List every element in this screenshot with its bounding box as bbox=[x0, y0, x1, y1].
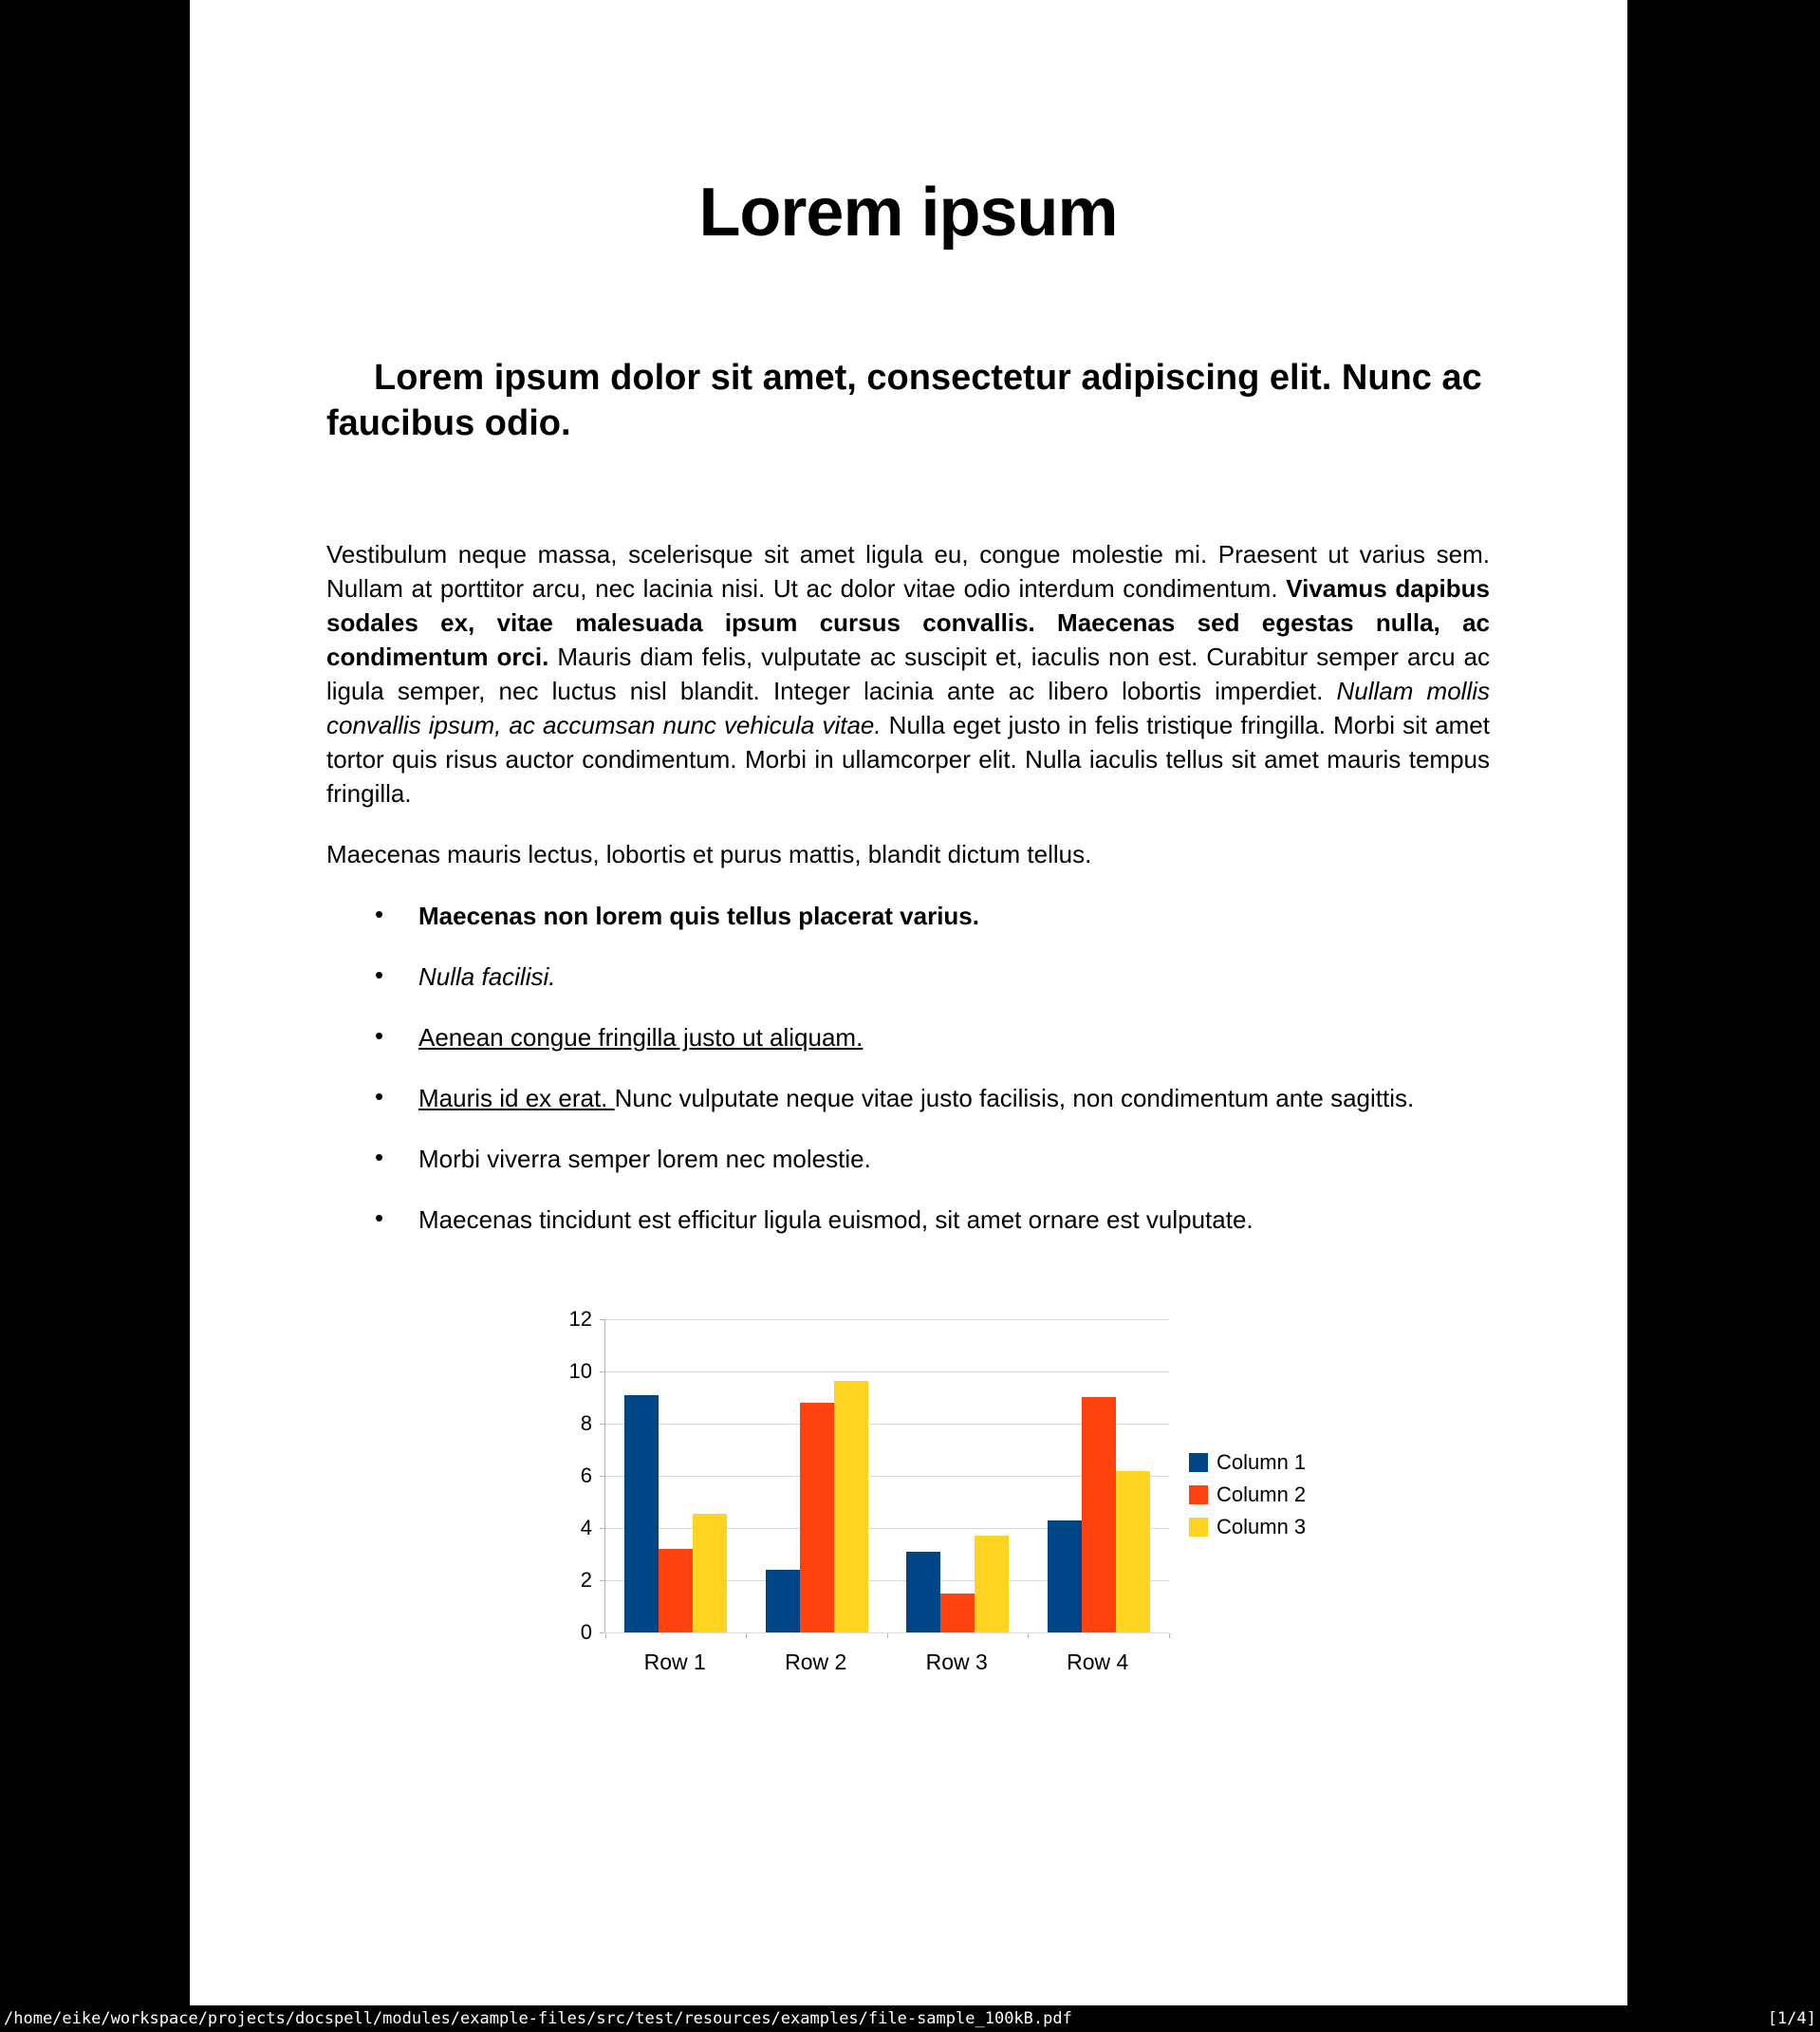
statusbar bbox=[0, 2005, 1820, 2032]
chart-legend bbox=[1189, 1452, 1306, 1549]
document-heading: Lorem ipsum dolor sit amet, consectetur adipiscing elit. Nunc ac faucibus odio. bbox=[326, 358, 1482, 443]
x-axis-tick bbox=[1028, 1633, 1029, 1638]
list-item bbox=[418, 1142, 1490, 1176]
bar-row3-column2 bbox=[940, 1594, 975, 1632]
legend-item bbox=[1189, 1452, 1306, 1473]
list-item bbox=[418, 899, 1490, 933]
legend-label: Column 3 bbox=[1216, 1515, 1307, 1538]
legend-label: Column 1 bbox=[1216, 1450, 1307, 1474]
list-item bbox=[418, 1202, 1490, 1237]
text-run-normal: Morbi viverra semper lorem nec molestie. bbox=[418, 1145, 871, 1173]
text-run-bold: Vivamus dapibus sodales ex, vitae malesuada ipsum cursus convallis. Maecenas sed egestas nulla, ac condimentum orci. bbox=[326, 574, 1490, 671]
y-axis-tick bbox=[600, 1632, 604, 1633]
y-axis-tick bbox=[600, 1528, 604, 1529]
y-axis-tick bbox=[600, 1476, 604, 1477]
bar-row2-column1 bbox=[766, 1570, 800, 1632]
bar-row4-column3 bbox=[1116, 1471, 1150, 1633]
x-axis-tick bbox=[887, 1633, 888, 1638]
text-run-normal: Mauris diam felis, vulputate ac suscipit et, iaculis non est. Curabitur semper arcu ac ligula semper, nec luctus nisl blandit. Integer lacinia ante ac libero lobortis imperdiet. bbox=[326, 643, 1491, 705]
text-run-normal: Vestibulum neque massa, scelerisque sit amet ligula eu, congue molestie mi. Praesent ut varius sem. Nullam at porttitor arcu, nec lacinia nisi. Ut ac dolor vitae odio interdum condimentum. bbox=[326, 540, 1490, 603]
bar-row1-column3 bbox=[693, 1514, 727, 1632]
text-run-bold: Maecenas non lorem quis tellus placerat varius. bbox=[418, 902, 979, 930]
file-path: /home/eike/workspace/projects/docspell/modules/example-files/src/test/resources/examples/file-sample_100kB.pdf bbox=[4, 2009, 1072, 2028]
body-paragraph bbox=[326, 537, 1490, 811]
text-run-normal: Nulla eget justo in felis tristique fringilla. Morbi sit amet tortor quis risus auctor condimentum. Morbi in ullamcorper elit. Nulla iaculis tellus sit amet mauris tempus fringilla. bbox=[326, 711, 1490, 808]
y-axis-tick bbox=[600, 1319, 604, 1320]
bullet-list bbox=[326, 899, 1490, 1263]
y-tick-label: 10 bbox=[568, 1359, 592, 1383]
bar-row3-column3 bbox=[975, 1536, 1009, 1632]
pdf-page bbox=[190, 0, 1627, 2005]
bar-row2-column2 bbox=[800, 1403, 834, 1632]
y-tick-label: 4 bbox=[580, 1516, 592, 1539]
list-item bbox=[418, 1081, 1490, 1115]
y-tick-label: 0 bbox=[580, 1620, 592, 1644]
legend-swatch bbox=[1189, 1453, 1208, 1472]
document-title: Lorem ipsum bbox=[698, 175, 1118, 251]
legend-item bbox=[1189, 1517, 1306, 1538]
x-category-label: Row 2 bbox=[785, 1650, 847, 1674]
list-item bbox=[418, 1020, 1490, 1054]
gridline bbox=[605, 1371, 1169, 1372]
legend-item bbox=[1189, 1484, 1306, 1505]
text-run-underline: Aenean congue fringilla justo ut aliquam. bbox=[418, 1023, 864, 1052]
x-axis-tick bbox=[1169, 1633, 1170, 1638]
legend-swatch bbox=[1189, 1485, 1208, 1504]
y-axis-tick bbox=[600, 1580, 604, 1581]
list-item bbox=[418, 960, 1490, 994]
y-axis-tick bbox=[600, 1371, 604, 1372]
bar-row3-column1 bbox=[906, 1552, 940, 1632]
text-run-italic: Nullam mollis convallis ipsum, ac accumsan nunc vehicula vitae. bbox=[326, 677, 1490, 739]
bar-row4-column1 bbox=[1048, 1520, 1082, 1632]
text-run-normal: Maecenas tincidunt est efficitur ligula euismod, sit amet ornare est vulputate. bbox=[418, 1205, 1254, 1234]
y-tick-label: 12 bbox=[568, 1307, 592, 1331]
y-axis-tick bbox=[600, 1424, 604, 1425]
x-axis-tick bbox=[605, 1633, 606, 1638]
x-axis-tick bbox=[746, 1633, 747, 1638]
bar-row4-column2 bbox=[1082, 1397, 1116, 1632]
y-tick-label: 6 bbox=[580, 1463, 592, 1487]
chart-plot bbox=[568, 1307, 1169, 1644]
text-run-italic: Nulla facilisi. bbox=[418, 962, 556, 991]
y-tick-label: 2 bbox=[580, 1568, 592, 1592]
page-indicator: [1/4] bbox=[1767, 2009, 1816, 2028]
x-category-label: Row 3 bbox=[925, 1650, 988, 1674]
intro-list-paragraph: Maecenas mauris lectus, lobortis et purus mattis, blandit dictum tellus. bbox=[326, 840, 1092, 868]
legend-label: Column 2 bbox=[1216, 1482, 1307, 1506]
x-category-label: Row 1 bbox=[643, 1650, 706, 1674]
bar-row2-column3 bbox=[834, 1381, 868, 1632]
bar-row1-column2 bbox=[659, 1549, 693, 1632]
text-run-underline: Mauris id ex erat. bbox=[418, 1084, 615, 1112]
text-run-normal: Nunc vulputate neque vitae justo facilisis, non condimentum ante sagittis. bbox=[614, 1084, 1415, 1112]
page-content bbox=[326, 175, 1490, 1685]
bar-chart bbox=[566, 1307, 1553, 1685]
x-category-label: Row 4 bbox=[1067, 1650, 1129, 1674]
bar-row1-column1 bbox=[624, 1395, 659, 1632]
gridline bbox=[605, 1319, 1169, 1320]
legend-swatch bbox=[1189, 1518, 1208, 1537]
y-tick-label: 8 bbox=[580, 1411, 592, 1435]
